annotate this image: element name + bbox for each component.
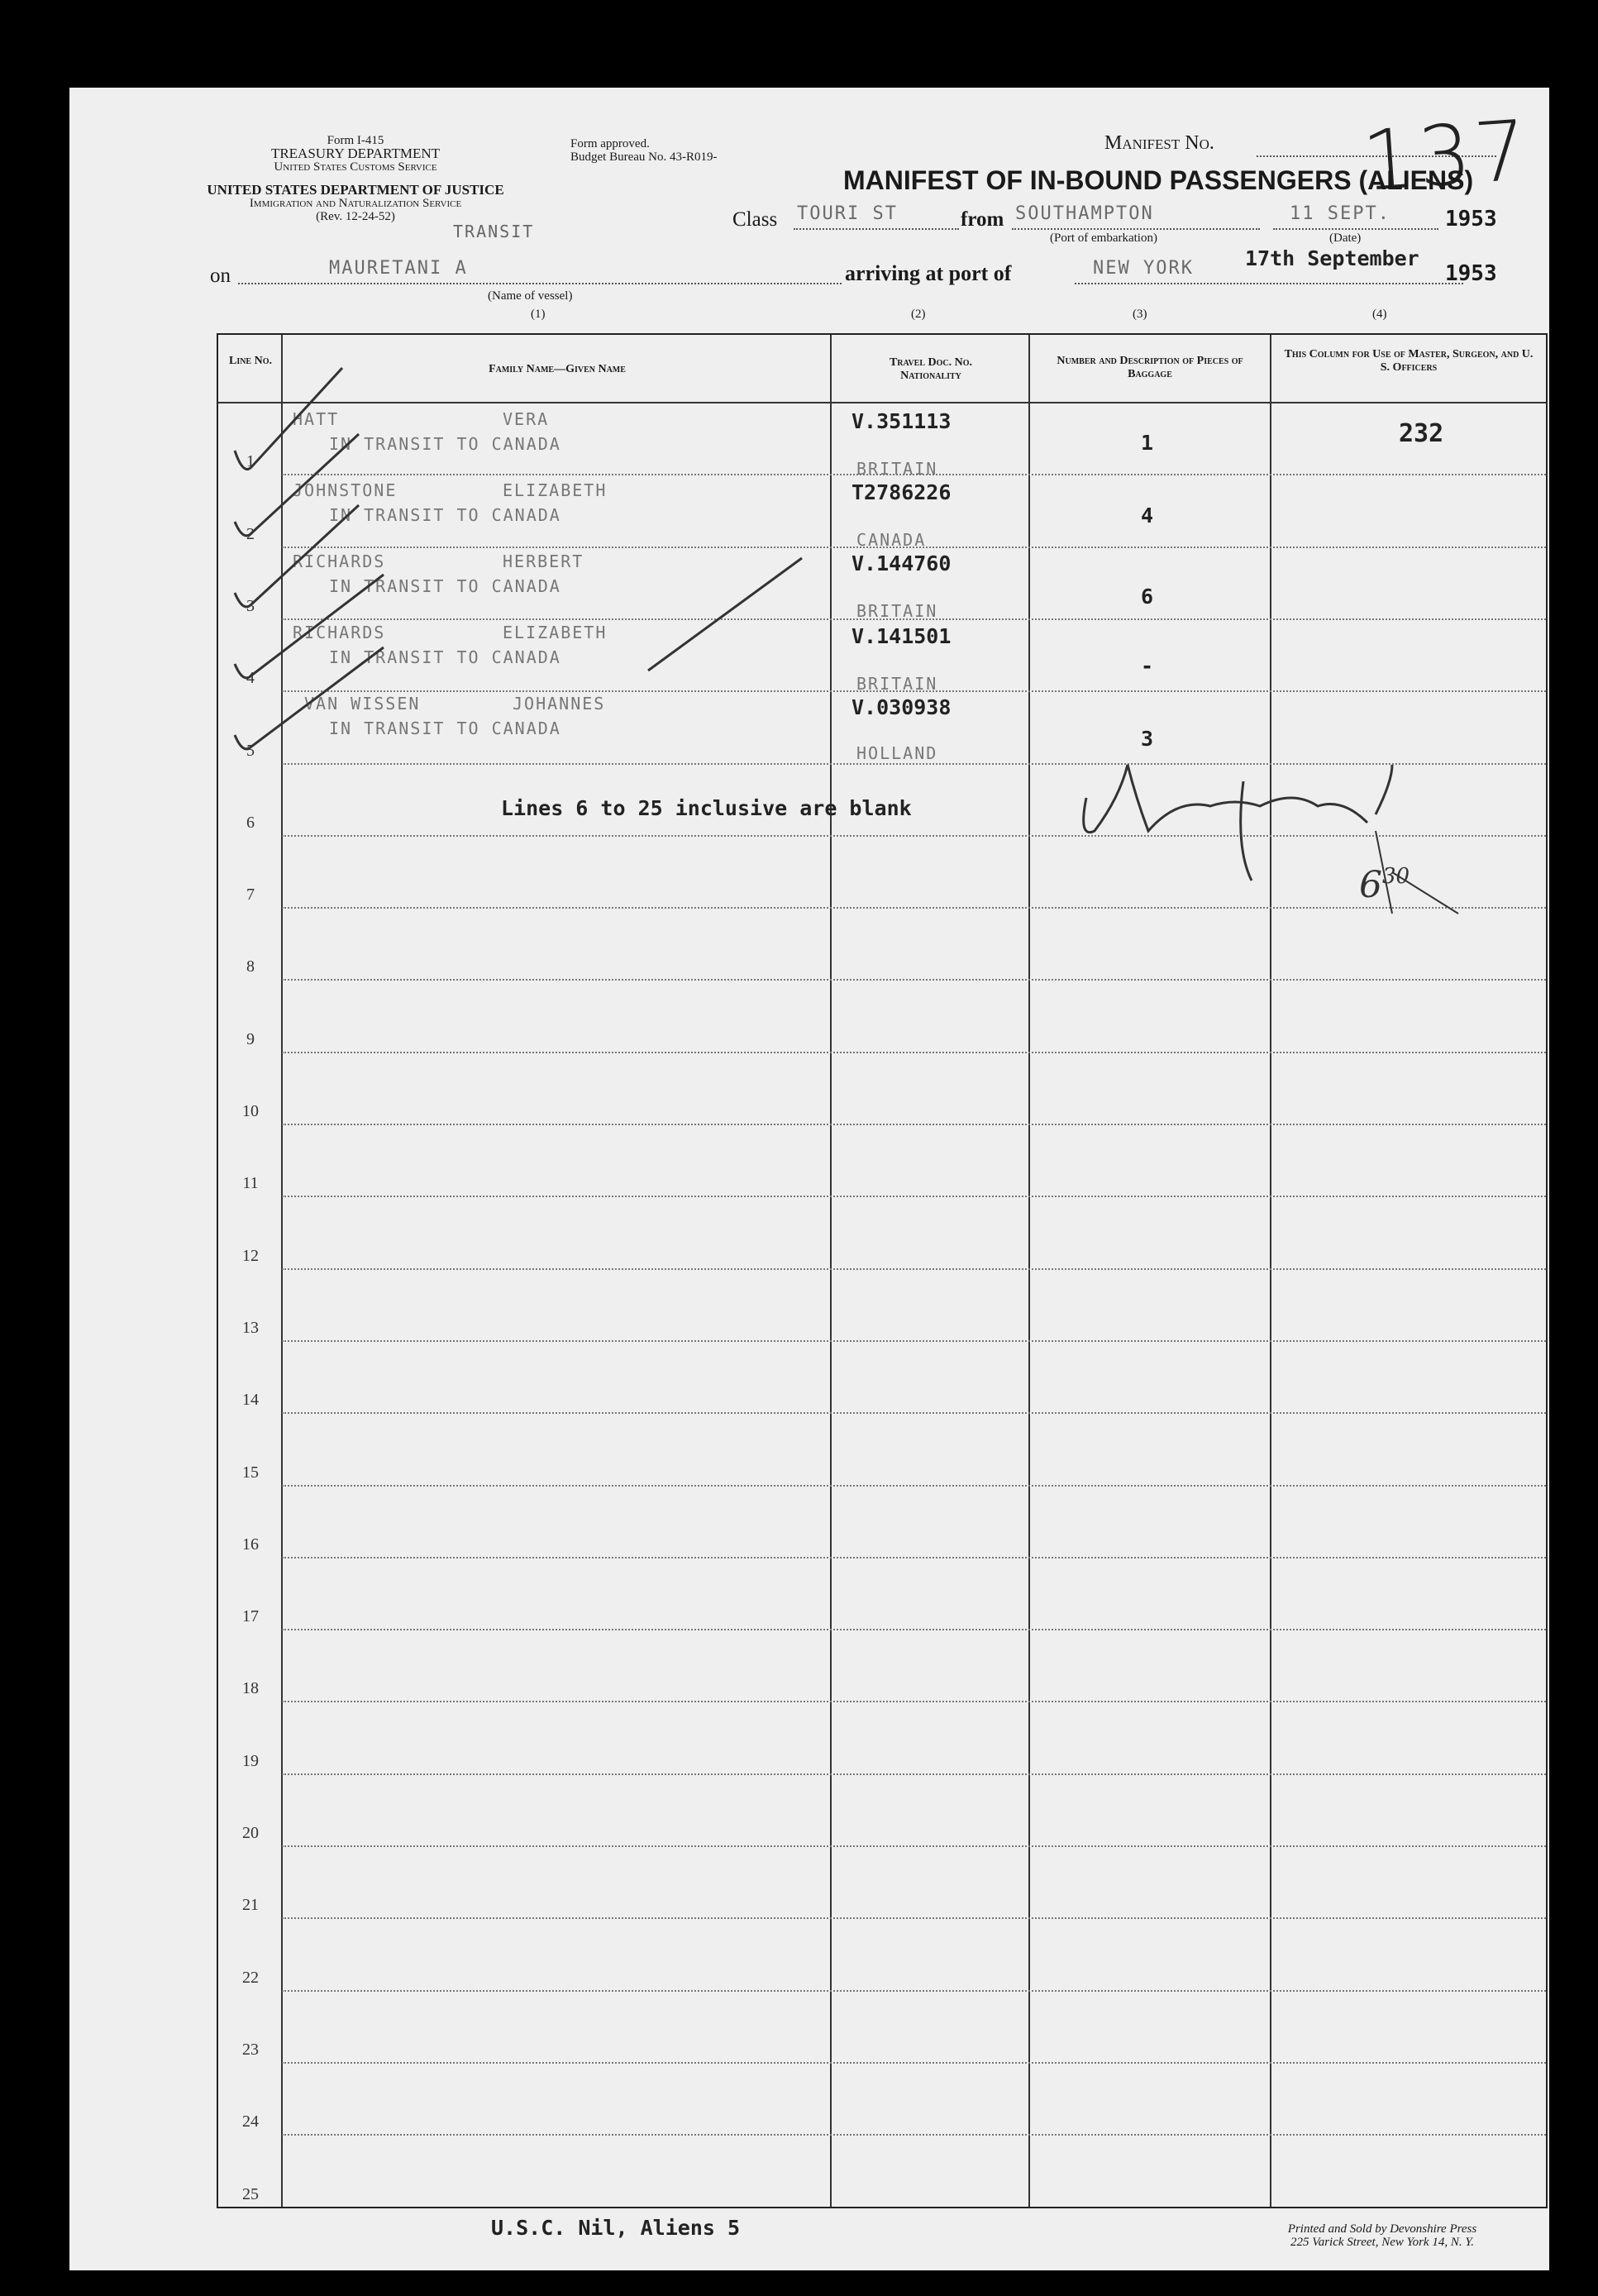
year-value: 1953 xyxy=(1445,207,1497,232)
revision-date: (Rev. 12-24-52) xyxy=(316,210,395,223)
class-line xyxy=(794,228,959,230)
baggage-count: 1 xyxy=(1141,431,1154,455)
date-caption: (Date) xyxy=(1329,232,1362,245)
officer-note: 232 xyxy=(1399,419,1444,448)
header-baggage: Number and Description of Pieces of Baggage xyxy=(1057,355,1243,380)
from-value: SOUTHAMPTON xyxy=(1015,203,1154,224)
line-number: 15 xyxy=(242,1463,259,1482)
travel-doc: V.351113 xyxy=(851,409,952,433)
table-row-rule xyxy=(282,1124,1546,1125)
travel-doc: V.141501 xyxy=(851,624,952,648)
family-name: VAN WISSEN xyxy=(304,694,421,714)
transit-note: IN TRANSIT TO CANADA xyxy=(329,576,561,596)
nationality: BRITAIN xyxy=(856,459,938,479)
header-doc: Travel Doc. No. xyxy=(889,356,973,369)
port-line xyxy=(1075,283,1463,284)
ins-service: Immigration and Naturalization Service xyxy=(249,197,462,210)
form-approved: Form approved. xyxy=(570,137,650,150)
form-number: Form I-415 xyxy=(327,134,384,147)
baggage-count: 4 xyxy=(1141,504,1154,527)
header-officers: This Column for Use of Master, Surgeon, and U. S. Officers xyxy=(1284,348,1534,374)
from-caption: (Port of embarkation) xyxy=(1050,232,1157,245)
line-number: 23 xyxy=(242,2040,259,2059)
line-number: 3 xyxy=(246,596,255,615)
class-label: Class xyxy=(732,208,778,231)
given-name: JOHANNES xyxy=(513,694,606,714)
line-number: 7 xyxy=(246,885,255,905)
line-number: 22 xyxy=(242,1968,259,1987)
treasury-dept: TREASURY DEPARTMENT xyxy=(270,146,441,161)
blank-lines-note: Lines 6 to 25 inclusive are blank xyxy=(501,796,912,820)
passenger-table xyxy=(217,333,1548,2208)
table-row-rule xyxy=(282,1990,1546,1992)
table-row-rule xyxy=(282,1268,1546,1270)
summary-line: U.S.C. Nil, Aliens 5 xyxy=(491,2216,741,2240)
table-row-rule xyxy=(282,1485,1546,1487)
nationality: HOLLAND xyxy=(856,743,938,763)
line-number: 1 xyxy=(246,452,255,471)
line-number: 2 xyxy=(246,524,255,543)
baggage-count: 3 xyxy=(1141,727,1154,751)
line-number: 8 xyxy=(246,957,255,976)
transit-note: IN TRANSIT TO CANADA xyxy=(329,647,561,667)
given-name: ELIZABETH xyxy=(503,623,608,642)
transit-note: IN TRANSIT TO CANADA xyxy=(329,505,561,525)
line-number: 12 xyxy=(242,1246,259,1265)
col-num-2: (2) xyxy=(911,308,926,321)
travel-doc: V.144760 xyxy=(851,551,952,575)
travel-doc: T2786226 xyxy=(851,480,952,504)
family-name: HATT xyxy=(293,409,340,429)
table-row-rule xyxy=(282,1196,1546,1197)
nationality: BRITAIN xyxy=(856,674,938,694)
table-row-rule xyxy=(282,1917,1546,1919)
line-number: 25 xyxy=(242,2184,259,2203)
header-nationality: Nationality xyxy=(900,370,961,382)
nationality: CANADA xyxy=(856,530,927,550)
justice-block xyxy=(198,184,513,223)
check-marks xyxy=(218,335,1546,996)
table-row-rule xyxy=(282,1340,1546,1342)
col-num-1: (1) xyxy=(531,308,546,321)
line-number: 17 xyxy=(242,1607,259,1626)
col-num-3: (3) xyxy=(1133,308,1147,321)
approval-block xyxy=(570,137,802,164)
vessel-caption: (Name of vessel) xyxy=(488,289,573,303)
family-name: JOHNSTONE xyxy=(293,480,398,500)
line-number: 5 xyxy=(246,741,255,760)
vessel-name: MAURETANI A xyxy=(329,258,468,279)
manifest-number: 137 xyxy=(1359,102,1534,210)
justice-dept: UNITED STATES DEPARTMENT OF JUSTICE xyxy=(207,182,504,198)
class-value: TOURI ST xyxy=(797,203,898,224)
printer-info xyxy=(1225,2222,1539,2249)
transit-stamp: TRANSIT xyxy=(453,222,535,241)
arriving-label: arriving at port of xyxy=(845,261,1012,285)
baggage-count: 6 xyxy=(1141,585,1154,609)
line-number: 11 xyxy=(242,1174,259,1193)
date-line xyxy=(1273,228,1438,230)
table-row-rule xyxy=(282,2062,1546,2064)
table-row-rule xyxy=(282,1412,1546,1414)
manifest-no-label: Manifest No. xyxy=(1104,132,1214,154)
line-number: 24 xyxy=(242,2112,259,2131)
line-number: 21 xyxy=(242,1896,259,1915)
from-label: from xyxy=(961,208,1004,231)
transit-note: IN TRANSIT TO CANADA xyxy=(329,718,561,738)
time-annotation: $6^{30}$ xyxy=(1359,864,1410,906)
printer-line-2: 225 Varick Street, New York 14, N. Y. xyxy=(1290,2236,1475,2249)
port-value: NEW YORK xyxy=(1093,258,1194,279)
header-line-no: Line No. xyxy=(228,355,272,367)
table-row-rule xyxy=(282,2134,1546,2136)
date-value: 11 SEPT. xyxy=(1290,203,1390,224)
line-number: 16 xyxy=(242,1535,259,1554)
customs-service: United States Customs Service xyxy=(274,160,437,174)
header-name: Family Name—Given Name xyxy=(489,363,626,375)
table-row-rule xyxy=(282,1557,1546,1559)
family-name: RICHARDS xyxy=(293,623,386,642)
travel-doc: V.030938 xyxy=(851,695,952,719)
table-row-rule xyxy=(282,1845,1546,1847)
printer-line-1: Printed and Sold by Devonshire Press xyxy=(1287,2222,1477,2236)
line-number: 20 xyxy=(242,1824,259,1842)
budget-bureau: Budget Bureau No. 43-R019- xyxy=(570,150,718,164)
line-number: 10 xyxy=(242,1102,259,1120)
baggage-count: - xyxy=(1141,654,1154,678)
form-header-block xyxy=(198,134,513,174)
table-row-rule xyxy=(282,1773,1546,1775)
family-name: RICHARDS xyxy=(293,551,386,571)
line-number: 18 xyxy=(242,1679,259,1698)
vessel-line xyxy=(238,283,842,284)
given-name: VERA xyxy=(503,409,550,429)
from-line xyxy=(1012,228,1260,230)
line-number: 6 xyxy=(246,813,255,832)
line-number: 14 xyxy=(242,1391,259,1410)
line-number: 13 xyxy=(242,1318,259,1337)
line-number: 9 xyxy=(246,1029,255,1048)
manifest-title: MANIFEST OF IN-BOUND PASSENGERS (ALIENS) xyxy=(843,165,1474,195)
line-number: 4 xyxy=(246,669,255,688)
line-number: 19 xyxy=(242,1751,259,1770)
table-row-rule xyxy=(282,1052,1546,1053)
nationality: BRITAIN xyxy=(856,601,938,621)
table-row-rule xyxy=(282,1701,1546,1702)
arrival-date: 17th September xyxy=(1245,246,1419,270)
given-name: HERBERT xyxy=(503,551,584,571)
col-num-4: (4) xyxy=(1372,308,1387,321)
transit-note: IN TRANSIT TO CANADA xyxy=(329,434,561,454)
given-name: ELIZABETH xyxy=(503,480,608,500)
table-row-rule xyxy=(282,1629,1546,1630)
arrival-year: 1953 xyxy=(1445,261,1497,286)
on-label: on xyxy=(210,265,231,287)
